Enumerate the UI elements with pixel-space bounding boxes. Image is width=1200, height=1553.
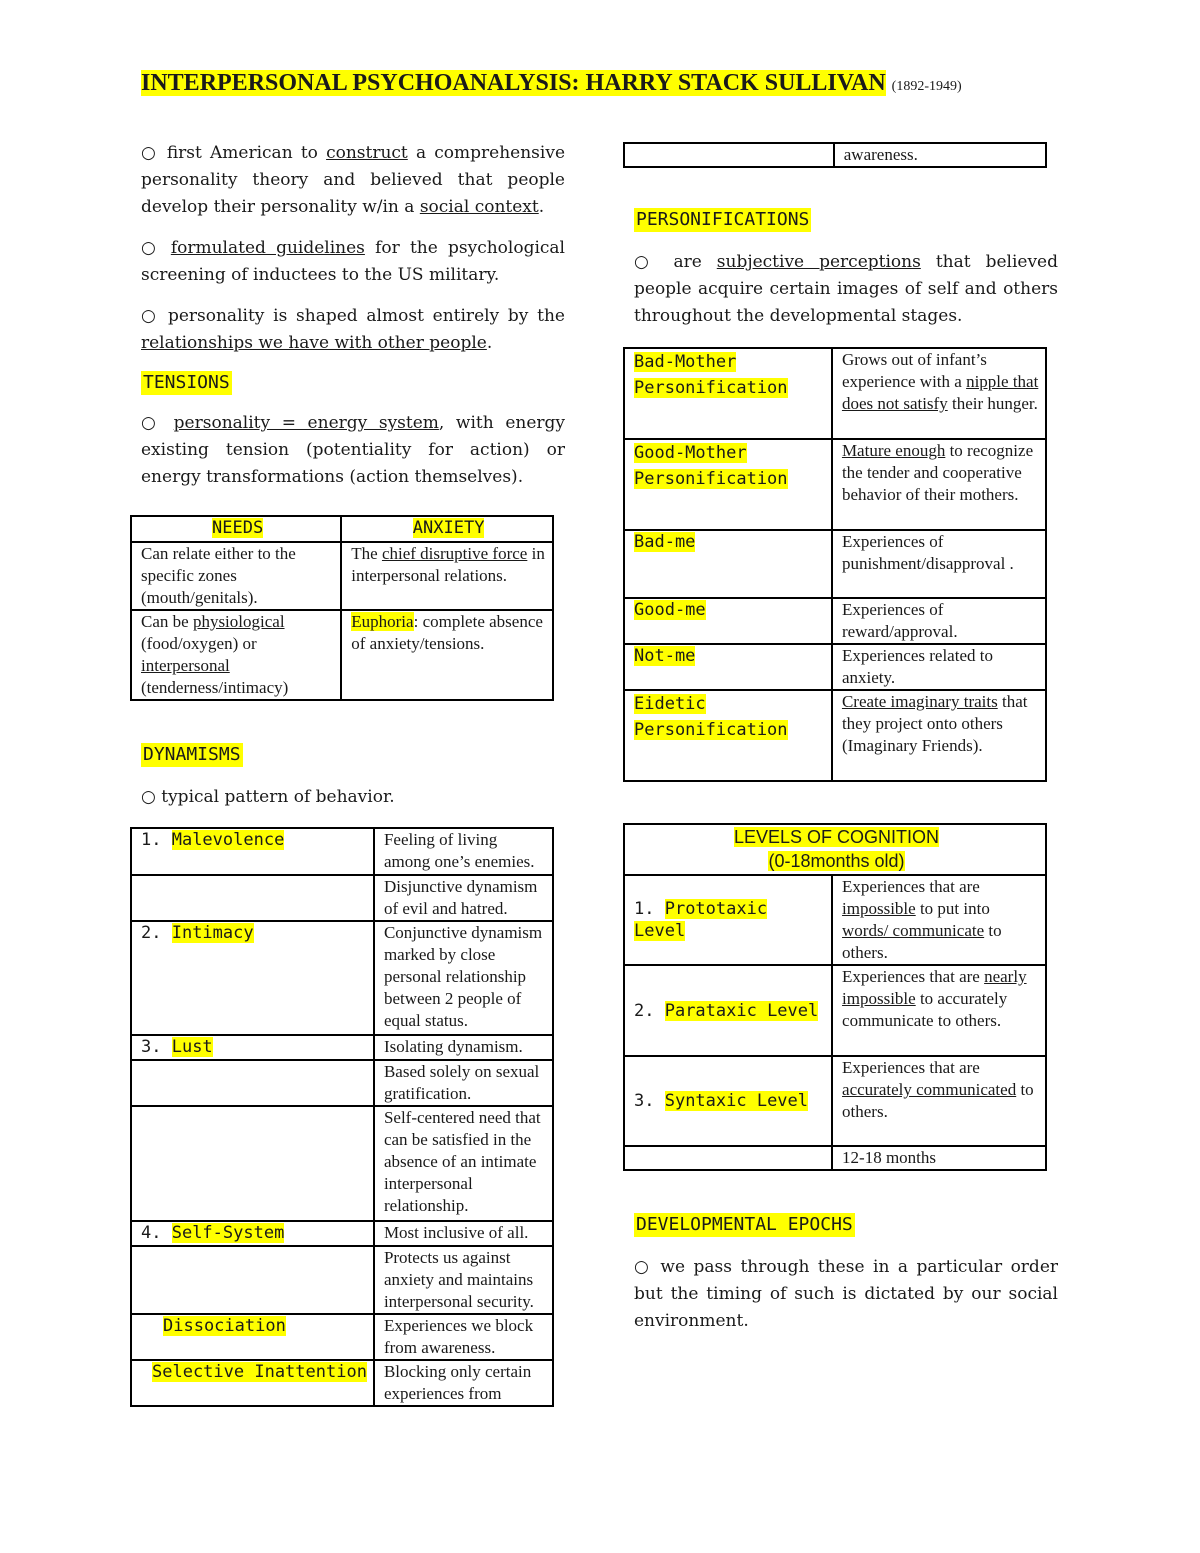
text: (food/oxygen) or xyxy=(141,634,257,653)
underlined-text: social context xyxy=(419,197,539,217)
text: personality is shaped almost entirely by the xyxy=(167,306,565,326)
personifications-bullet xyxy=(634,249,1058,330)
level-label: Prototaxic Level xyxy=(634,899,768,941)
personification-desc-cell xyxy=(832,348,1046,439)
needs-anxiety-table xyxy=(130,515,554,701)
bullet-icon: ○ xyxy=(141,306,160,326)
label-line: Good-me xyxy=(634,600,706,620)
cognition-desc-cell: 12-18 months xyxy=(832,1146,1046,1170)
dynamism-label-cell xyxy=(131,828,374,875)
text: that believed people acquire certain images of self and others throughout the developmental stages. xyxy=(634,252,1058,326)
personification-desc-cell: Experiences of punishment/disapproval . xyxy=(832,530,1046,598)
tensions-bullet xyxy=(141,410,565,491)
text: (tenderness/intimacy) xyxy=(141,678,289,697)
dynamism-label: Dissociation xyxy=(163,1316,286,1336)
personifications-heading: PERSONIFICATIONS xyxy=(636,209,810,230)
dynamism-label-cell xyxy=(131,921,374,1035)
text: first American to xyxy=(166,143,327,163)
bullet-icon: ○ xyxy=(141,143,159,163)
anxiety-header xyxy=(341,516,553,542)
continued-table xyxy=(623,142,1047,168)
underlined-text: Create imaginary traits xyxy=(841,692,998,711)
text: their hunger. xyxy=(947,394,1038,413)
level-label: Parataxic Level xyxy=(664,1000,819,1021)
text: for the psychological screening of inductees to the US military. xyxy=(141,238,565,285)
text: are xyxy=(673,252,717,272)
dynamism-desc-cell: Disjunctive dynamism of evil and hatred. xyxy=(374,875,553,921)
personifications-section xyxy=(634,208,1058,330)
label-line: Personification xyxy=(634,720,788,740)
text: to accurately communicate to others. xyxy=(842,989,1008,1030)
left-column xyxy=(141,140,565,491)
anxiety-cell xyxy=(341,542,553,610)
dynamism-label: Intimacy xyxy=(171,923,254,943)
epochs-section xyxy=(634,1213,1058,1335)
label-line: Personification xyxy=(634,469,788,489)
header-text: ANXIETY xyxy=(412,518,485,538)
text: to put into xyxy=(915,899,990,918)
underlined-text: Mature enough xyxy=(841,441,946,460)
text: Experiences that are xyxy=(842,877,980,896)
empty-cell xyxy=(131,1246,374,1314)
text: a comprehensive personality theory and believed that people develop their personality w/in a xyxy=(141,143,566,217)
header-subtitle: (0-18months old) xyxy=(768,851,905,871)
personification-label-cell xyxy=(624,644,832,690)
cognition-desc-cell xyxy=(832,1056,1046,1146)
text: we pass through these in a particular order but the timing of such is dictated by our social environment. xyxy=(634,1257,1059,1331)
underlined-text: personality = energy system xyxy=(173,413,439,433)
title-main: INTERPERSONAL PSYCHOANALYSIS: HARRY STACK SULLIVAN xyxy=(141,70,886,96)
text: Can be xyxy=(141,612,193,631)
text: to others. xyxy=(842,1080,1034,1121)
text: : complete absence of anxiety/tensions. xyxy=(351,612,543,653)
number: 2. xyxy=(141,923,172,943)
text: Grows out of infant’s experience with a xyxy=(841,350,987,391)
underlined-text: nearly impossible xyxy=(842,967,1027,1008)
dynamism-label: Selective Inattention xyxy=(152,1362,367,1382)
dynamisms-table xyxy=(130,827,554,1407)
text: The xyxy=(351,544,382,563)
text: that they project onto others (Imaginary Friends). xyxy=(841,692,1028,755)
underlined-text: physiological xyxy=(192,612,285,631)
dynamism-desc-cell: Conjunctive dynamism marked by close personal relationship between 2 people of equal status. xyxy=(374,921,553,1035)
empty-cell xyxy=(624,1146,832,1170)
title-years: (1892-1949) xyxy=(891,79,962,94)
label-line: Eidetic xyxy=(634,694,706,714)
text: typical pattern of behavior. xyxy=(161,787,395,807)
dynamisms-section xyxy=(141,743,565,811)
underlined-text: chief disruptive force xyxy=(381,544,528,563)
personification-desc-cell xyxy=(832,690,1046,781)
personification-label-cell xyxy=(624,348,832,439)
personifications-table xyxy=(623,347,1047,782)
dynamism-label-cell xyxy=(131,1314,374,1360)
dynamism-label: Malevolence xyxy=(171,830,285,850)
header-text: NEEDS xyxy=(212,518,264,538)
text: Experiences that are xyxy=(842,967,985,986)
header-title: LEVELS OF COGNITION xyxy=(733,827,940,847)
anxiety-cell xyxy=(341,610,553,700)
epochs-heading: DEVELOPMENTAL EPOCHS xyxy=(636,1214,853,1235)
cognition-desc-cell xyxy=(832,875,1046,965)
dynamism-desc-cell: Blocking only certain experiences from xyxy=(374,1360,553,1406)
needs-cell: Can relate either to the specific zones (mouth/genitals). xyxy=(131,542,341,610)
personification-desc-cell: Experiences related to anxiety. xyxy=(832,644,1046,690)
dynamism-desc-cell: Based solely on sexual gratification. xyxy=(374,1060,553,1106)
empty-cell xyxy=(624,143,834,167)
text: , with energy existing tension (potentiality for action) or energy transformations (action themselves). xyxy=(141,413,565,487)
underlined-text: interpersonal xyxy=(141,656,230,675)
number: 1. xyxy=(141,830,172,850)
cognition-label-cell xyxy=(624,875,832,965)
needs-cell xyxy=(131,610,341,700)
number: 2. xyxy=(634,1000,665,1021)
dynamism-desc-cell: Experiences we block from awareness. xyxy=(374,1314,553,1360)
bullet-icon: ○ xyxy=(634,1257,652,1277)
number: 1. xyxy=(634,899,665,919)
cognition-desc-cell xyxy=(832,965,1046,1056)
label-line: Bad-Mother xyxy=(634,352,737,372)
tensions-heading: TENSIONS xyxy=(143,372,230,393)
document-title xyxy=(141,70,962,97)
text: Experiences that are xyxy=(842,1058,980,1077)
dynamism-desc-cell: Protects us against anxiety and maintains interpersonal security. xyxy=(374,1246,553,1314)
label-line: Not-me xyxy=(634,646,696,666)
bullet-icon: ○ xyxy=(141,413,163,433)
dynamism-desc-cell: Isolating dynamism. xyxy=(374,1035,553,1060)
underlined-text: formulated guidelines xyxy=(170,238,365,258)
highlighted-text: Euphoria xyxy=(351,612,414,631)
intro-bullet-3 xyxy=(141,303,565,357)
dynamism-label: Lust xyxy=(171,1037,213,1057)
cognition-table xyxy=(623,823,1047,1171)
dynamism-label: Self-System xyxy=(171,1223,285,1243)
underlined-text: words/ communicate xyxy=(842,921,985,940)
personification-label-cell xyxy=(624,598,832,644)
cognition-label-cell xyxy=(624,1056,832,1146)
epochs-bullet xyxy=(634,1254,1058,1335)
personification-desc-cell: Experiences of reward/approval. xyxy=(832,598,1046,644)
intro-bullet-1 xyxy=(141,140,565,221)
personification-label-cell xyxy=(624,690,832,781)
level-label: Syntaxic Level xyxy=(664,1091,809,1111)
dynamism-desc-cell: Most inclusive of all. xyxy=(374,1221,553,1246)
empty-cell xyxy=(131,875,374,921)
personification-label-cell xyxy=(624,439,832,530)
cognition-header xyxy=(624,824,1046,875)
bullet-icon: ○ xyxy=(141,238,161,258)
dynamism-desc-cell: Feeling of living among one’s enemies. xyxy=(374,828,553,875)
underlined-text: nipple that does not satisfy xyxy=(841,372,1039,413)
text: to recognize the tender and cooperative behavior of their mothers. xyxy=(841,441,1034,504)
text: in interpersonal relations. xyxy=(351,544,545,585)
underlined-text: subjective perceptions xyxy=(716,252,921,272)
bullet-icon: ○ xyxy=(141,787,156,807)
continued-cell: awareness. xyxy=(834,143,1046,167)
cognition-label-cell xyxy=(624,965,832,1056)
dynamism-label-cell xyxy=(131,1035,374,1060)
personification-label-cell xyxy=(624,530,832,598)
underlined-text: construct xyxy=(326,143,408,163)
needs-header xyxy=(131,516,341,542)
intro-bullet-2 xyxy=(141,235,565,289)
bullet-icon: ○ xyxy=(634,252,659,272)
text: . xyxy=(538,197,545,217)
dynamism-label-cell xyxy=(131,1221,374,1246)
number: 3. xyxy=(141,1037,172,1057)
personification-desc-cell xyxy=(832,439,1046,530)
number: 3. xyxy=(634,1091,665,1111)
dynamisms-heading: DYNAMISMS xyxy=(143,744,241,765)
empty-cell xyxy=(131,1106,374,1221)
text: . xyxy=(486,333,493,353)
underlined-text: impossible xyxy=(842,899,916,918)
dynamism-desc-cell: Self-centered need that can be satisfied in the absence of an intimate interpersonal relationship. xyxy=(374,1106,553,1221)
label-line: Bad-me xyxy=(634,532,696,552)
text: to others. xyxy=(842,921,1002,962)
empty-cell xyxy=(131,1060,374,1106)
label-line: Good-Mother xyxy=(634,443,747,463)
label-line: Personification xyxy=(634,378,788,398)
dynamism-label-cell xyxy=(131,1360,374,1406)
underlined-text: accurately communicated xyxy=(842,1080,1017,1099)
number: 4. xyxy=(141,1223,172,1243)
underlined-text: relationships we have with other people xyxy=(141,333,487,353)
dynamisms-bullet xyxy=(141,784,565,811)
